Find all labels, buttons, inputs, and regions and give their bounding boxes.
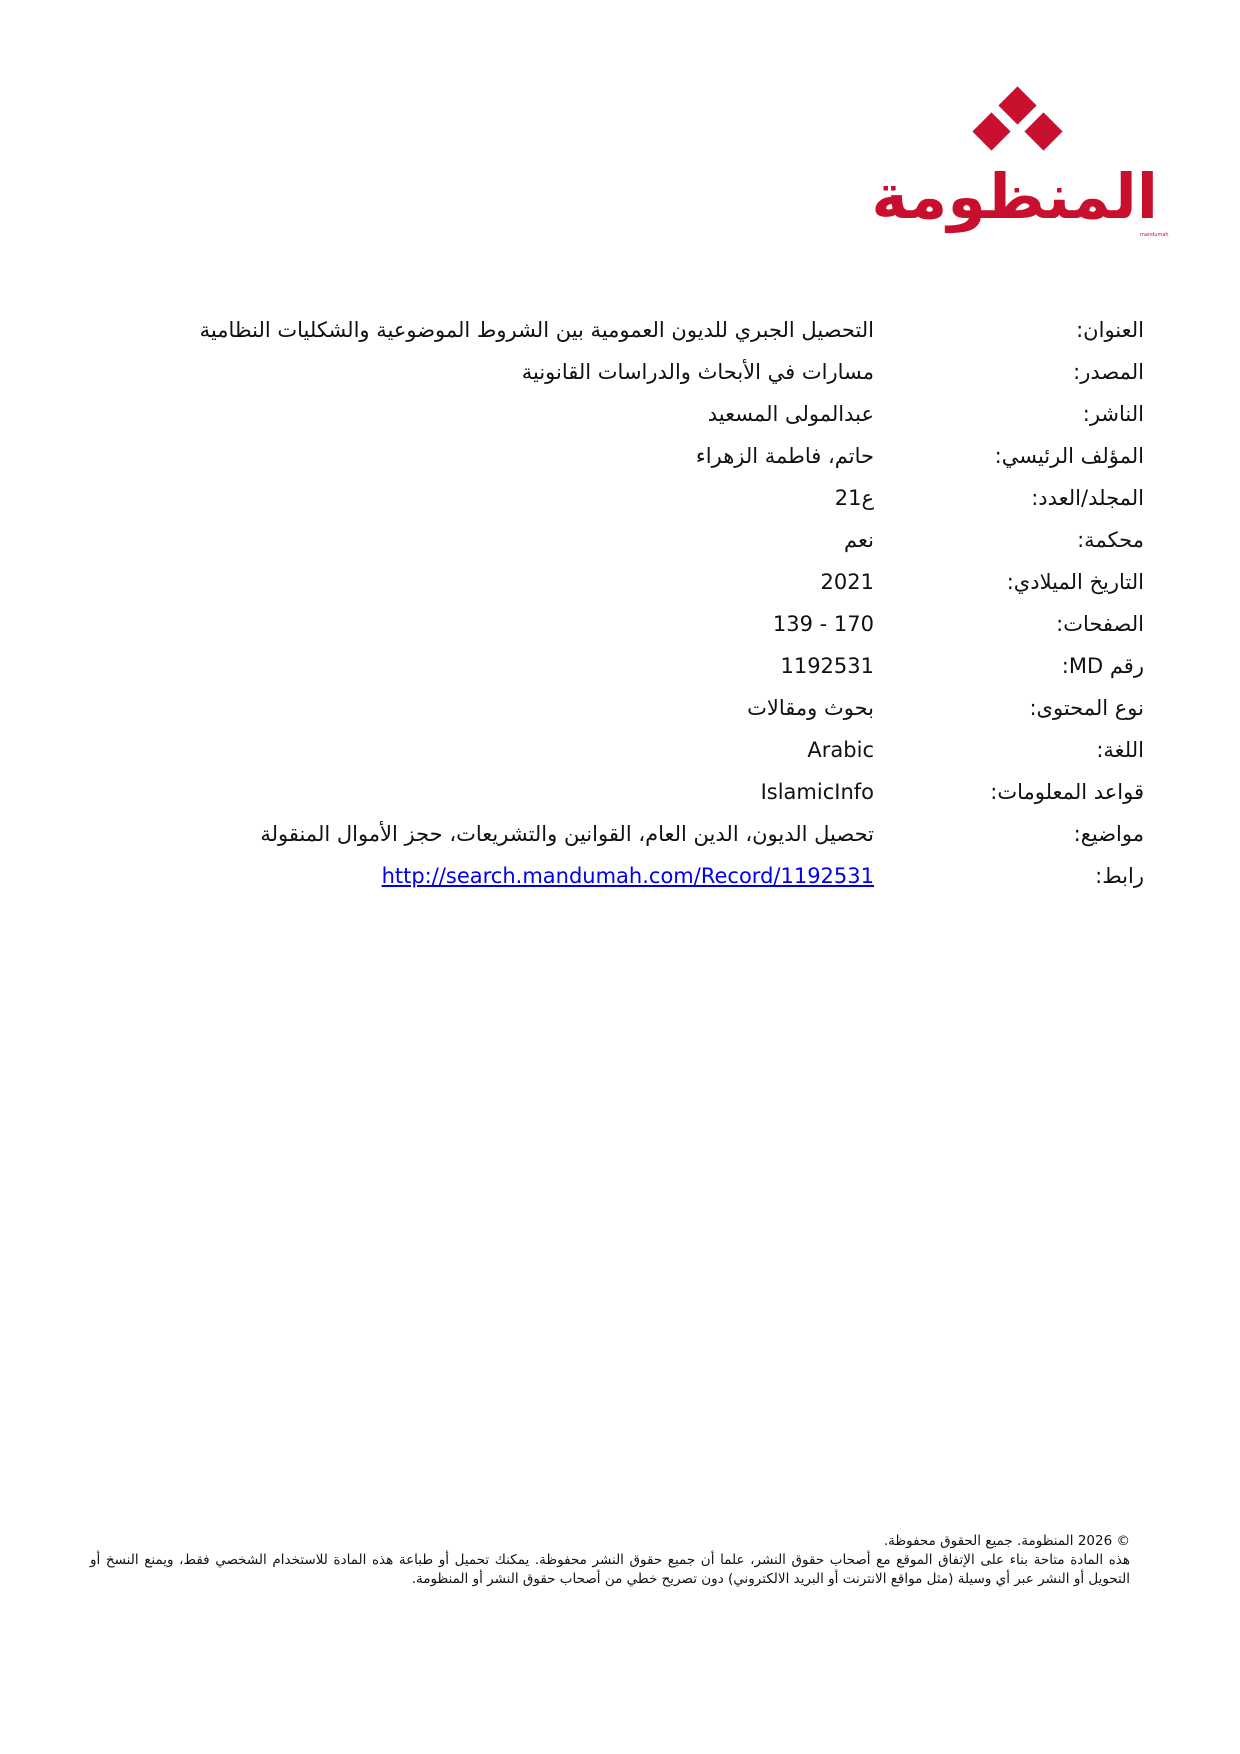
mandumah-logo [868,86,1168,246]
meta-label: العنوان: [1076,318,1144,342]
meta-label: محكمة: [1077,528,1144,552]
meta-value: حاتم، فاطمة الزهراء [695,444,874,468]
meta-row-language [0,730,1240,770]
pages-range: 139 - 170 [772,612,874,636]
meta-label: الناشر: [1082,402,1144,426]
meta-row-publisher [0,394,1240,434]
meta-value: 1192531 [780,654,874,678]
copyright-line: © 2026 المنظومة. جميع الحقوق محفوظة. [883,1533,1130,1549]
meta-row-volume [0,478,1240,518]
meta-label: المجلد/العدد: [1031,486,1144,510]
logo-diamond-right [1024,112,1062,150]
meta-label: نوع المحتوى: [1029,696,1144,720]
meta-value: التحصيل الجبري للديون العمومية بين الشروط الموضوعية والشكليات النظامية [199,318,874,342]
meta-label: مواضيع: [1073,822,1144,846]
meta-label: رقم MD: [1061,654,1144,678]
meta-value: مسارات في الأبحاث والدراسات القانونية [521,360,874,384]
meta-label: رابط: [1095,864,1144,888]
meta-row-md [0,646,1240,686]
meta-label: قواعد المعلومات: [990,780,1144,804]
logo-wordmark: المنظومة [871,160,1158,233]
meta-label: الصفحات: [1056,612,1144,636]
meta-value: Arabic [807,738,874,762]
meta-row-pages [0,604,1240,644]
meta-value: تحصيل الديون، الدين العام، القوانين والتشريعات، حجز الأموال المنقولة [260,822,874,846]
meta-label: المؤلف الرئيسي: [994,444,1144,468]
meta-value: عبدالمولى المسعيد [707,402,874,426]
copyright-footer [90,1532,1130,1589]
meta-label: اللغة: [1096,738,1144,762]
meta-value: ع21 [834,486,874,510]
logo-small-mark: mandumah [1140,232,1169,238]
meta-value: IslamicInfo [760,780,874,804]
meta-row-link [0,856,1240,896]
copyright-notice: هذه المادة متاحة بناء على الإتفاق الموقع مع أصحاب حقوق النشر، علما أن جميع حقوق النشر محفوظة. يمكنك تحميل أو طباعة هذه المادة للاستخدام الشخصي فقط، ويمنع النسخ أو التحويل أو النشر عبر أي وسيلة (مثل مواقع الانترنت أو البريد الالكتروني) دون تصريح خطي من أصحاب حقوق النشر أو المنظومة. [90,1552,1130,1587]
meta-value [134,856,874,896]
meta-row-subjects [0,814,1240,854]
meta-value [134,604,874,644]
meta-row-type [0,688,1240,728]
meta-row-databases [0,772,1240,812]
logo-diamond-top [998,86,1036,124]
logo-diamond-left [972,112,1010,150]
meta-label: المصدر: [1073,360,1144,384]
meta-row-title [0,310,1240,350]
meta-value: بحوث ومقالات [747,696,874,720]
record-link[interactable]: http://search.mandumah.com/Record/1192531 [381,864,874,888]
meta-row-source [0,352,1240,392]
meta-label: التاريخ الميلادي: [1006,570,1144,594]
meta-row-refereed [0,520,1240,560]
meta-row-year [0,562,1240,602]
meta-row-author [0,436,1240,476]
meta-value: 2021 [820,570,874,594]
meta-value: نعم [844,528,874,552]
